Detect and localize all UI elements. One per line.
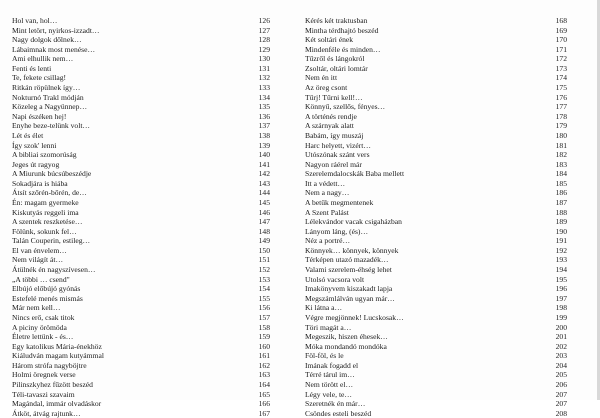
toc-entry-title: Tűzről és lángokról xyxy=(305,54,365,64)
toc-entry xyxy=(12,64,270,74)
toc-entry-page-number: 127 xyxy=(258,25,270,35)
toc-entry xyxy=(12,265,270,275)
toc-entry-title: Napi észéken hej! xyxy=(12,111,67,121)
toc-entry-title: Már nem kell… xyxy=(12,303,61,313)
toc-entry xyxy=(305,332,567,342)
toc-entry-title: Elbújó előbújó gyónás xyxy=(12,284,81,294)
toc-entry-page-number: 189 xyxy=(555,217,567,227)
toc-entry xyxy=(12,399,270,409)
toc-entry-page-number: 187 xyxy=(555,197,567,207)
toc-entry-page-number: 155 xyxy=(258,293,270,303)
toc-entry-title: Megeszik, hiszen éhesek… xyxy=(305,332,388,342)
toc-entry xyxy=(305,294,567,304)
toc-entry xyxy=(12,83,270,93)
toc-entry-title: Utolsó vacsora volt xyxy=(305,274,365,284)
toc-entry xyxy=(305,303,567,313)
toc-entry xyxy=(305,208,567,218)
toc-entry-title: Nagyon ráérel már xyxy=(305,159,362,169)
toc-entry-title: Enyhe beze-telünk volt… xyxy=(12,121,91,131)
toc-entry-title: Megszámlálván ugyan már… xyxy=(305,293,395,303)
toc-entry xyxy=(305,93,567,103)
toc-entry-title: Lábaimnak most menése… xyxy=(12,44,96,54)
toc-entry-title: Csöndes esteli beszéd xyxy=(305,408,372,418)
toc-entry-page-number: 142 xyxy=(258,169,270,179)
toc-entry-title: Utószónak szánt vers xyxy=(305,150,370,160)
toc-entry-title: Harc helyett, vizért… xyxy=(305,140,371,150)
toc-entry xyxy=(12,198,270,208)
toc-entry-page-number: 202 xyxy=(555,341,567,351)
toc-entry-title: Tűrj! Tűrni kell!… xyxy=(305,92,363,102)
toc-entry xyxy=(305,54,567,64)
toc-entry-page-number: 151 xyxy=(258,255,270,265)
toc-entry-title: Lányom láng, (és)… xyxy=(305,226,369,236)
toc-entry xyxy=(12,361,270,371)
toc-entry xyxy=(305,188,567,198)
toc-entry-title: Valami szerelem-éhség lehet xyxy=(305,265,392,275)
toc-entry-page-number: 149 xyxy=(258,236,270,246)
toc-entry xyxy=(305,64,567,74)
toc-entry-page-number: 190 xyxy=(555,226,567,236)
toc-entry-title: Ami elhullik nem… xyxy=(12,54,74,64)
toc-entry-page-number: 168 xyxy=(555,16,567,25)
toc-entry-page-number: 206 xyxy=(555,379,567,389)
toc-entry xyxy=(305,227,567,237)
toc-entry-title: Így szok' lenni xyxy=(12,140,57,150)
toc-entry-page-number: 130 xyxy=(258,54,270,64)
toc-entry xyxy=(305,169,567,179)
toc-entry-title: Lét és élet xyxy=(12,130,44,140)
toc-entry xyxy=(305,35,567,45)
toc-entry-page-number: 146 xyxy=(258,207,270,217)
toc-entry-page-number: 126 xyxy=(258,16,270,25)
toc-entry-title: Jeges út ragyog xyxy=(12,159,60,169)
toc-entry-page-number: 208 xyxy=(555,408,567,418)
toc-entry xyxy=(12,131,270,141)
toc-entry-page-number: 152 xyxy=(258,265,270,275)
toc-entry xyxy=(305,265,567,275)
toc-entry xyxy=(305,380,567,390)
toc-entry-page-number: 201 xyxy=(555,332,567,342)
toc-entry-page-number: 172 xyxy=(555,54,567,64)
toc-entry-title: Közeleg a Nagyünnep… xyxy=(12,102,88,112)
toc-entry-title: Mindenféle és minden… xyxy=(305,44,381,54)
toc-entry xyxy=(12,284,270,294)
toc-entry xyxy=(305,73,567,83)
toc-entry xyxy=(305,313,567,323)
toc-entry-page-number: 138 xyxy=(258,130,270,140)
toc-entry-title: Holmi öregnek verse xyxy=(12,370,76,380)
toc-entry-page-number: 184 xyxy=(555,169,567,179)
toc-entry-title: Szeretnék én már… xyxy=(305,399,366,409)
toc-entry-page-number: 154 xyxy=(258,284,270,294)
toc-entry-title: Átülnék én nagyszívesen… xyxy=(12,265,96,275)
toc-entry xyxy=(12,255,270,265)
toc-entry-page-number: 153 xyxy=(258,274,270,284)
toc-entry xyxy=(12,93,270,103)
toc-entry xyxy=(12,313,270,323)
toc-entry xyxy=(12,236,270,246)
toc-entry-page-number: 160 xyxy=(258,341,270,351)
toc-entry-page-number: 191 xyxy=(555,236,567,246)
toc-entry-title: Fenti és lenti xyxy=(12,63,52,73)
toc-entry-page-number: 176 xyxy=(555,92,567,102)
toc-entry xyxy=(12,35,270,45)
toc-entry-title: Kérés két traktusban xyxy=(305,16,368,25)
toc-entry xyxy=(305,409,567,418)
toc-entry-page-number: 200 xyxy=(555,322,567,332)
toc-entry-page-number: 175 xyxy=(555,83,567,93)
toc-entry-title: El van énvelem… xyxy=(12,245,67,255)
toc-entry xyxy=(305,361,567,371)
toc-entry-page-number: 162 xyxy=(258,360,270,370)
toc-entry-title: Térképen utazó mazadék… xyxy=(305,255,389,265)
toc-entry-page-number: 163 xyxy=(258,370,270,380)
toc-entry-title: Nem törött el… xyxy=(305,379,354,389)
toc-entry-title: A szárnyak alatt xyxy=(305,121,354,131)
toc-entry-title: Móka mondandó mondóka xyxy=(305,341,387,351)
toc-entry-title: Mintha térdhajtó beszéd xyxy=(305,25,379,35)
toc-entry-page-number: 178 xyxy=(555,111,567,121)
toc-entry-page-number: 166 xyxy=(258,399,270,409)
toc-entry-title: Hol van, hol… xyxy=(12,16,58,25)
toc-entry xyxy=(12,303,270,313)
toc-entry xyxy=(12,275,270,285)
toc-entry-title: Töri magát a… xyxy=(305,322,352,332)
toc-entry-page-number: 134 xyxy=(258,92,270,102)
toc-entry-title: Kiáludván magam kutyámmal xyxy=(12,351,104,361)
toc-entry-page-number: 195 xyxy=(555,274,567,284)
toc-entry xyxy=(305,351,567,361)
toc-entry-page-number: 139 xyxy=(258,140,270,150)
toc-entry-page-number: 167 xyxy=(258,408,270,418)
toc-entry-title: Átsít szőrén-bőrén, de… xyxy=(12,188,87,198)
toc-entry-title: Nincs erő, csak titok xyxy=(12,312,75,322)
toc-entry xyxy=(305,236,567,246)
toc-entry-page-number: 158 xyxy=(258,322,270,332)
toc-entry-title: Térré tárul im… xyxy=(305,370,355,380)
toc-entry-page-number: 129 xyxy=(258,44,270,54)
toc-entry-page-number: 141 xyxy=(258,159,270,169)
toc-left-column xyxy=(12,16,270,418)
toc-entry-title: Az öreg csont xyxy=(305,83,348,93)
toc-entry-page-number: 203 xyxy=(555,351,567,361)
toc-entry-title: Magándal, immár olvadáskor xyxy=(12,399,102,409)
toc-entry-title: Sokadjára is hiába xyxy=(12,178,68,188)
toc-entry-page-number: 197 xyxy=(555,293,567,303)
toc-entry-title: Néz a portré… xyxy=(305,236,351,246)
toc-entry-title: Három strófa nagyböjtre xyxy=(12,360,87,370)
toc-entry-page-number: 173 xyxy=(555,63,567,73)
toc-entry xyxy=(12,160,270,170)
toc-entry-page-number: 204 xyxy=(555,360,567,370)
toc-entry-title: Téli-tavaszi szavaim xyxy=(12,389,75,399)
toc-entry-page-number: 186 xyxy=(555,188,567,198)
toc-entry-page-number: 170 xyxy=(555,35,567,45)
toc-entry xyxy=(12,45,270,55)
toc-entry xyxy=(12,246,270,256)
toc-entry-page-number: 131 xyxy=(258,63,270,73)
toc-entry xyxy=(12,390,270,400)
toc-entry-title: Lélekvándor vacak csigaházban xyxy=(305,217,402,227)
toc-entry-page-number: 183 xyxy=(555,159,567,169)
toc-entry-page-number: 147 xyxy=(258,217,270,227)
toc-entry-title: Talán Couperin, estileg… xyxy=(12,236,91,246)
toc-entry xyxy=(305,323,567,333)
toc-entry xyxy=(12,351,270,361)
toc-entry-page-number: 205 xyxy=(555,370,567,380)
toc-entry xyxy=(305,112,567,122)
toc-entry xyxy=(12,208,270,218)
toc-entry-page-number: 133 xyxy=(258,83,270,93)
toc-entry xyxy=(12,217,270,227)
toc-entry-page-number: 137 xyxy=(258,121,270,131)
toc-entry-page-number: 180 xyxy=(555,130,567,140)
toc-entry-title: Estefelé menés mismás xyxy=(12,293,83,303)
toc-entry xyxy=(305,284,567,294)
toc-entry-page-number: 207 xyxy=(555,389,567,399)
toc-entry xyxy=(305,131,567,141)
toc-entry xyxy=(12,16,270,26)
toc-entry-title: Egy katolikus Mária-énekhöz xyxy=(12,341,102,351)
toc-entry-page-number: 128 xyxy=(258,35,270,45)
toc-entry-title: Nokturnó Trakl módján xyxy=(12,92,84,102)
toc-entry-title: A Miurunk búcsúbeszédje xyxy=(12,169,92,179)
toc-entry-title: A betűk megmentenek xyxy=(305,197,374,207)
toc-entry-page-number: 132 xyxy=(258,73,270,83)
toc-entry xyxy=(12,188,270,198)
toc-entry-page-number: 159 xyxy=(258,332,270,342)
toc-right-column xyxy=(305,16,567,418)
toc-entry xyxy=(305,16,567,26)
toc-entry xyxy=(305,246,567,256)
toc-entry-page-number: 188 xyxy=(555,207,567,217)
toc-entry-page-number: 182 xyxy=(555,150,567,160)
toc-entry-page-number: 150 xyxy=(258,245,270,255)
toc-entry-page-number: 136 xyxy=(258,111,270,121)
toc-entry-title: Kiskutyás reggeli ima xyxy=(12,207,79,217)
toc-entry xyxy=(305,121,567,131)
toc-entry-page-number: 157 xyxy=(258,312,270,322)
toc-entry-title: Átköt, átvág rajtunk… xyxy=(12,408,81,418)
toc-entry-title: Életre lettünk - és… xyxy=(12,332,74,342)
toc-entry-page-number: 135 xyxy=(258,102,270,112)
toc-entry-page-number: 198 xyxy=(555,303,567,313)
toc-entry-page-number: 171 xyxy=(555,44,567,54)
toc-entry-title: A bibliai szomorúság xyxy=(12,150,77,160)
toc-entry-title: Ritkán röpülnek így… xyxy=(12,83,81,93)
toc-entry-title: Mint letört, nyirkos-izzadt… xyxy=(12,25,100,35)
toc-entry-title: Te, fekete csillag! xyxy=(12,73,67,83)
toc-entry xyxy=(12,102,270,112)
toc-entry xyxy=(305,141,567,151)
toc-entry xyxy=(305,255,567,265)
toc-entry-page-number: 174 xyxy=(555,73,567,83)
toc-entry-title: A szentek reszketése… xyxy=(12,217,83,227)
toc-entry-title: Imának fogadd el xyxy=(305,360,359,370)
toc-entry xyxy=(12,112,270,122)
toc-entry xyxy=(12,54,270,64)
toc-entry-title: Itt a védett… xyxy=(305,178,346,188)
toc-entry-page-number: 169 xyxy=(555,25,567,35)
toc-entry xyxy=(12,169,270,179)
toc-entry xyxy=(305,26,567,36)
toc-entry-page-number: 194 xyxy=(555,265,567,275)
toc-entry-page-number: 181 xyxy=(555,140,567,150)
toc-entry-page-number: 196 xyxy=(555,284,567,294)
toc-entry-title: Nem világít át… xyxy=(12,255,64,265)
toc-entry-page-number: 207 xyxy=(555,399,567,409)
toc-entry-page-number: 177 xyxy=(555,102,567,112)
toc-entry xyxy=(305,275,567,285)
toc-entry-page-number: 185 xyxy=(555,178,567,188)
toc-entry-page-number: 199 xyxy=(555,312,567,322)
toc-entry-title: Könnyek… könnyek, könnyek xyxy=(305,245,399,255)
toc-entry xyxy=(12,294,270,304)
toc-entry-title: Pilinszkyhez fűzött beszéd xyxy=(12,379,93,389)
toc-entry-title: A Szent Palást xyxy=(305,207,349,217)
toc-entry-title: A piciny örömöda xyxy=(12,322,67,332)
toc-entry xyxy=(12,150,270,160)
toc-entry-page-number: 192 xyxy=(555,245,567,255)
toc-entry xyxy=(12,332,270,342)
toc-entry-page-number: 143 xyxy=(258,178,270,188)
toc-entry xyxy=(305,83,567,93)
toc-entry-title: A történés rendje xyxy=(305,111,357,121)
toc-entry-title: Imakönyvem kiszakadt lapja xyxy=(305,284,393,294)
toc-entry-page-number: 179 xyxy=(555,121,567,131)
toc-entry-page-number: 161 xyxy=(258,351,270,361)
toc-entry xyxy=(305,390,567,400)
toc-entry xyxy=(12,141,270,151)
toc-entry-title: Két soltári ének xyxy=(305,35,354,45)
toc-entry xyxy=(305,150,567,160)
toc-entry-title: Nagy dolgok dőlnek… xyxy=(12,35,82,45)
toc-entry-page-number: 144 xyxy=(258,188,270,198)
toc-entry-page-number: 140 xyxy=(258,150,270,160)
toc-entry-title: Fölünk, sokunk fel… xyxy=(12,226,77,236)
toc-entry xyxy=(305,179,567,189)
toc-entry xyxy=(305,160,567,170)
toc-entry xyxy=(12,370,270,380)
toc-entry xyxy=(12,227,270,237)
toc-entry-title: Könnyű, szellős, fényes… xyxy=(305,102,386,112)
toc-entry-title: Nem a nagy… xyxy=(305,188,350,198)
toc-entry xyxy=(305,342,567,352)
toc-entry-title: Zsoltár, oltári lomtár xyxy=(305,63,368,73)
toc-entry-title: „A többi … csend" xyxy=(12,274,70,284)
toc-entry-title: Szerelemdalocskák Baba mellett xyxy=(305,169,405,179)
toc-entry xyxy=(305,45,567,55)
toc-entry-page-number: 165 xyxy=(258,389,270,399)
toc-entry xyxy=(12,342,270,352)
toc-entry xyxy=(12,73,270,83)
toc-entry-title: Nem én itt xyxy=(305,73,338,83)
toc-entry xyxy=(305,399,567,409)
toc-entry-page-number: 156 xyxy=(258,303,270,313)
toc-entry xyxy=(12,380,270,390)
toc-entry-page-number: 148 xyxy=(258,226,270,236)
toc-entry xyxy=(12,409,270,418)
toc-entry-title: Légy vele, te… xyxy=(305,389,353,399)
toc-entry-title: Ki látna a… xyxy=(305,303,343,313)
toc-entry-page-number: 145 xyxy=(258,197,270,207)
toc-entry xyxy=(12,323,270,333)
toc-entry-page-number: 193 xyxy=(555,255,567,265)
toc-entry-title: Én: magam gyermeke xyxy=(12,197,79,207)
toc-entry xyxy=(12,26,270,36)
toc-entry xyxy=(12,179,270,189)
toc-entry xyxy=(12,121,270,131)
toc-entry-title: Babám, így muszáj xyxy=(305,130,364,140)
toc-entry xyxy=(305,198,567,208)
toc-entry-page-number: 164 xyxy=(258,379,270,389)
toc-entry-title: Föl-föl, és le xyxy=(305,351,344,361)
toc-entry-title: Végre megjönnek! Lucskosak… xyxy=(305,312,404,322)
toc-entry xyxy=(305,102,567,112)
toc-entry xyxy=(305,217,567,227)
toc-entry xyxy=(305,370,567,380)
